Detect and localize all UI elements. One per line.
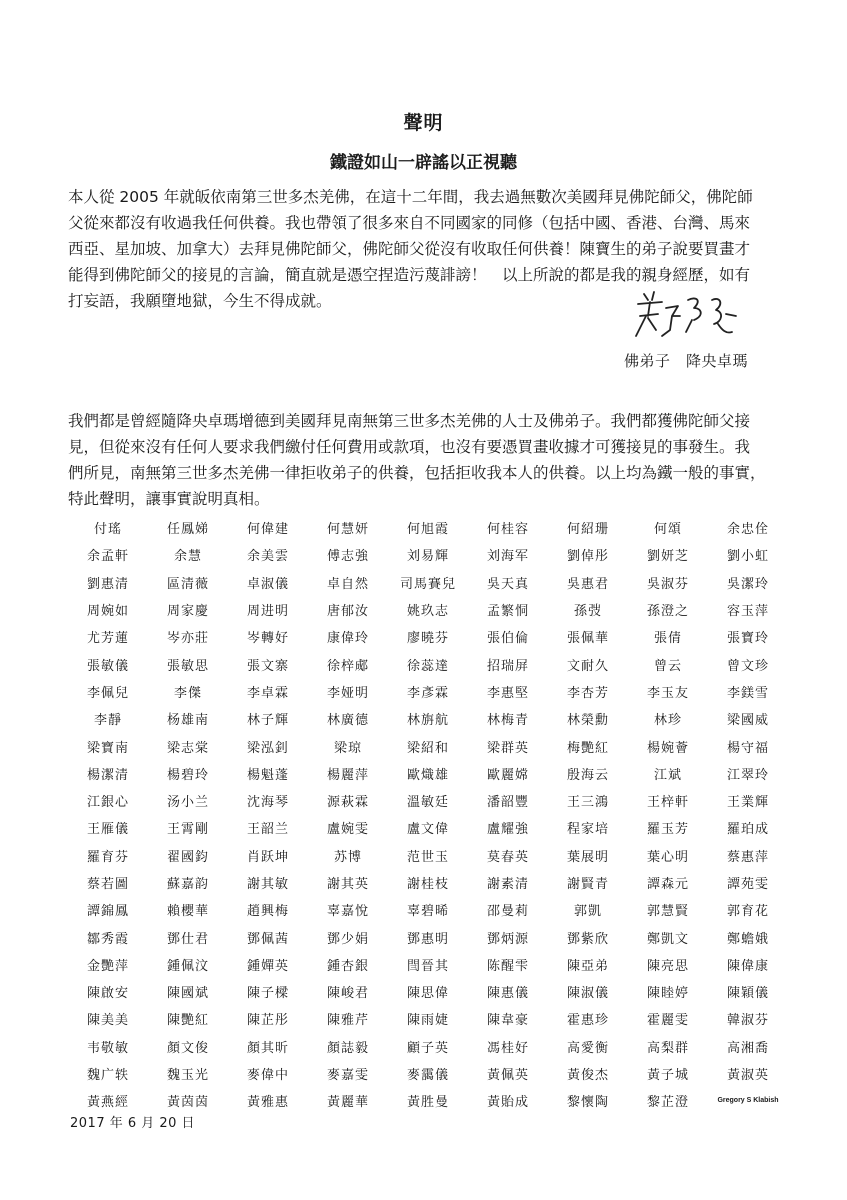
signatory-name: 何旭霞 [406, 522, 449, 538]
signatory-name: 李彥霖 [406, 685, 449, 701]
signatory-name: 黃麗華 [326, 1095, 369, 1111]
signatory-name: 李卓霖 [246, 685, 289, 701]
statement-line: 能得到佛陀師父的接見的言論，簡直就是憑空捏造污蔑誹謗！ 以上所說的都是我的親身經歷，如有 [68, 266, 751, 284]
signatory-name: 鄧惠明 [406, 931, 449, 947]
signatory-name: 顏文俊 [166, 1040, 209, 1056]
signatory-name: 黃茵茵 [166, 1095, 209, 1111]
signatory-name: 陳思偉 [406, 986, 449, 1002]
signatory-name: 任鳳娣 [166, 522, 209, 538]
statement-line: 我們都是曾經隨降央卓瑪增德到美國拜見南無第三世多杰羌佛的人士及佛弟子。我們都獲佛陀師父接 [68, 412, 751, 430]
signatory-name: 付瑤 [93, 522, 122, 538]
signatory-name: 傅志強 [326, 549, 369, 565]
signatory-name: 何偉建 [246, 522, 289, 538]
signatory-name: 張敏儀 [86, 658, 129, 674]
signatory-name: 王梓軒 [646, 795, 689, 811]
signatory-name: 梁寶南 [86, 740, 129, 756]
signatory-name: 容玉萍 [726, 604, 769, 620]
signatory-name: 陳啟安 [86, 986, 129, 1002]
signatory-name: 郭凱 [573, 904, 602, 920]
signatory-name: 陳亞弟 [566, 958, 609, 974]
signatory-name: 陳偉康 [726, 958, 769, 974]
signatory-name: 李鎂雪 [726, 685, 769, 701]
signatory-name: 鄒秀霞 [86, 931, 129, 947]
signatory-name: 廖曉芬 [406, 631, 449, 647]
signatory-name: 張伯倫 [486, 631, 529, 647]
signatory-name: 汤小兰 [166, 795, 209, 811]
signatory-name: 李娅明 [326, 685, 369, 701]
signatory-name: 王韶兰 [246, 822, 289, 838]
signatory-name: 韦敬敏 [86, 1040, 129, 1056]
signatory-name: 謝其敏 [246, 877, 289, 892]
signatory-name: 陳艷紅 [166, 1013, 209, 1029]
signatory-name: 楊守福 [726, 740, 769, 756]
statement-date: 2017 年 6 月 20 日 [70, 1116, 196, 1131]
statement-line: 父從來都沒有收過我任何供養。我也帶領了很多來自不同國家的同修（包括中國、香港、台灣、馬來 [68, 214, 751, 232]
signatory-name: 歐麗嫦 [486, 767, 529, 783]
signatory-name: 謝素清 [486, 877, 529, 892]
signatory-name: 魏广轶 [86, 1068, 129, 1084]
signatory-name: 李佩兒 [86, 685, 129, 701]
signatory-name: 辜嘉悅 [326, 904, 369, 920]
signatory-name: 鄧佩茜 [246, 931, 289, 947]
signatory-name: 王霄剛 [166, 822, 209, 838]
signatory-name: 林榮勳 [566, 713, 609, 729]
signatory-name: 黃貽成 [486, 1095, 529, 1111]
signatory-name: 康偉玲 [326, 631, 369, 647]
signatory-name: 李靜 [93, 713, 122, 729]
statement-line: 特此聲明，讓事實說明真相。 [68, 490, 270, 508]
signatory-name: 楊潔清 [86, 767, 129, 783]
signatory-name: 李杏芳 [566, 685, 609, 701]
statement-line: 們所見，南無第三世多杰羌佛一律拒收弟子的供養，包括拒收我本人的供養。以上均為鐵一般的事實， [68, 464, 766, 482]
signatory-name: 蔡若圖 [86, 877, 129, 892]
signatory-name: 楊碧玲 [166, 767, 209, 783]
signatory-name: 林子輝 [246, 713, 289, 729]
signatory-name: 霍惠珍 [566, 1013, 609, 1029]
signatory-name: 黃子城 [646, 1068, 689, 1084]
signatory-name: 岑轉好 [246, 631, 289, 647]
signatory-name: 梁紹和 [406, 740, 449, 756]
signatory-name: 余慧 [173, 549, 202, 565]
signatory-name: 賴櫻華 [166, 904, 209, 920]
signatory-name: 陳國斌 [166, 986, 209, 1002]
signatory-name: 黃俊杰 [566, 1068, 609, 1084]
signatory-name: 劉倬彤 [566, 549, 609, 565]
signatory-name: 唐郁汝 [326, 604, 369, 620]
signatory-name: 高湘喬 [726, 1040, 769, 1056]
signatory-name: 苏博 [333, 849, 362, 865]
signatory-name: 楊魁蓬 [246, 767, 289, 783]
signatory-name: 范世玉 [406, 849, 449, 865]
signatory-name: 麥靄儀 [406, 1068, 449, 1084]
signatory-name: 余美雲 [246, 549, 289, 565]
signatory-name: 鄧紫欣 [566, 931, 609, 947]
signatory-names-grid [68, 514, 788, 1115]
signatory-name: 卓自然 [326, 576, 369, 592]
signatory-name: 梅艷紅 [566, 740, 609, 756]
signatory-name: 余忠佺 [726, 522, 769, 538]
signatory-name: 李惠堅 [486, 685, 529, 701]
signatory-name: 趙興梅 [246, 904, 289, 920]
signatory-name: 陳睦婷 [646, 986, 689, 1002]
signatory-name: 肖跃坤 [246, 849, 289, 865]
statement-line: 西亞、星加坡、加拿大）去拜見佛陀師父，佛陀師父從沒有收取任何供養！陳寶生的弟子說要買畫才 [68, 240, 751, 258]
signatory-name: 羅玉芳 [646, 822, 689, 838]
signatory-name: 曾云 [653, 658, 682, 674]
signatory-name: 王三鴻 [566, 795, 609, 811]
signatory-name: 鄭凱文 [646, 931, 689, 947]
signatory-name: 張寶玲 [726, 631, 769, 647]
signatory-name: 區清薇 [166, 576, 209, 592]
signatory-name: 謝賢青 [566, 877, 609, 892]
signatory-name: 李玉友 [646, 685, 689, 701]
signatory-name: 葉心明 [646, 849, 689, 865]
signatory-name: 劉妍芝 [646, 549, 689, 565]
signatory-name: 譚錦鳳 [86, 904, 129, 920]
signatory-name: 蔡惠萍 [726, 849, 769, 865]
signatory-name: 刘易輝 [406, 549, 449, 565]
signatory-name: 譚苑雯 [726, 877, 769, 892]
signatory-name: 梁國威 [726, 713, 769, 729]
signatory-name: 何頌 [653, 522, 682, 538]
signatory-name: 孫弢 [573, 604, 602, 620]
signatory-name: 孫澄之 [646, 604, 689, 620]
signatory-name: 潘韶豐 [486, 795, 529, 811]
signatory-name: 劉小虹 [726, 549, 769, 565]
signatory-name: 徐蕊達 [406, 658, 449, 674]
signatory-name: 黎芷澄 [646, 1095, 689, 1111]
signatory-name: 陳雅芹 [326, 1013, 369, 1029]
signatory-name: 吳天真 [486, 576, 529, 592]
signatory-name: 梁琼 [333, 740, 362, 756]
signatory-name: 徐梓郕 [326, 658, 369, 674]
signatory-name: Gregory S Klabish [717, 1097, 779, 1105]
signatory-name: 馮桂好 [486, 1040, 529, 1056]
signatory-name: 高梨群 [646, 1040, 689, 1056]
signatory-name: 韓淑芬 [726, 1013, 769, 1029]
signatory-name: 顏誌毅 [326, 1040, 369, 1056]
signatory-name: 招瑞屏 [486, 658, 529, 674]
signatory-name: 楊婉薈 [646, 740, 689, 756]
signatory-name: 梁志棠 [166, 740, 209, 756]
signatory-name: 張佩華 [566, 631, 609, 647]
signatory-name: 江銀心 [86, 795, 129, 811]
signatory-name: 黃雅惠 [246, 1095, 289, 1111]
signatory-name: 吳淑芬 [646, 576, 689, 592]
signatory-name: 鄭蟾娥 [726, 931, 769, 947]
signatory-name: 鄧仕君 [166, 931, 209, 947]
signatory-name: 莫春英 [486, 849, 529, 865]
signatory-name: 陳韋豪 [486, 1013, 529, 1029]
signatory-name: 鍾佩汶 [166, 958, 209, 974]
statement-line: 本人從 2005 年就皈依南第三世多杰羌佛，在這十二年間，我去過無數次美國拜見佛陀師父，佛陀師 [68, 188, 753, 206]
signatory-name: 梁群英 [486, 740, 529, 756]
signatory-name: 林梅青 [486, 713, 529, 729]
signatory-name: 張文寨 [246, 658, 289, 674]
signatory-name: 杨雄南 [166, 713, 209, 729]
signatory-name: 陳惠儀 [486, 986, 529, 1002]
signatory-name: 羅育芬 [86, 849, 129, 865]
signatory-name: 麥偉中 [246, 1068, 289, 1084]
signatory-name: 鄧炳源 [486, 931, 529, 947]
signatory-name: 周家慶 [166, 604, 209, 620]
signatory-name: 顧子英 [406, 1040, 449, 1056]
signatory-name: 司馬賽兒 [399, 576, 456, 592]
signatory-name: 魏玉光 [166, 1068, 209, 1084]
page-subtitle: 鐵證如山一辟謠以正視聽 [330, 153, 517, 173]
signatory-name: 蘇嘉韵 [166, 877, 209, 892]
signatory-name: 陳淑儀 [566, 986, 609, 1002]
signatory-name: 張敏思 [166, 658, 209, 674]
signatory-name: 陈醒雫 [486, 958, 529, 974]
signatory-name: 吳惠君 [566, 576, 609, 592]
signatory-name: 盧耀強 [486, 822, 529, 838]
signatory-name: 麥嘉雯 [326, 1068, 369, 1084]
signatory-name: 鍾嬋英 [246, 958, 289, 974]
signatory-name: 辜碧晞 [406, 904, 449, 920]
signatory-name: 葉展明 [566, 849, 609, 865]
signatory-name: 文耐久 [566, 658, 609, 674]
signatory-name: 劉惠清 [86, 576, 129, 592]
statement-line: 見，但從來沒有任何人要求我們繳付任何費用或款項，也沒有要憑買畫收據才可獲接見的事發生。我 [68, 438, 751, 456]
statement-line: 打妄語，我願墮地獄，今生不得成就。 [68, 292, 332, 310]
signatory-name: 岑亦莊 [166, 631, 209, 647]
signatory-name: 金艷萍 [86, 958, 129, 974]
signatory-name: 閆晉其 [406, 958, 449, 974]
signatory-name: 梁泓釗 [246, 740, 289, 756]
signatory-name: 黃燕經 [86, 1095, 129, 1111]
signatory-name: 郭育花 [726, 904, 769, 920]
signatory-name: 王業輝 [726, 795, 769, 811]
signatory-name: 周进明 [246, 604, 289, 620]
signatory-name: 黃胜曼 [406, 1095, 449, 1111]
signatory-name: 刘海军 [486, 549, 529, 565]
signatory-name: 鄧少娟 [326, 931, 369, 947]
signatory-name: 歐熾雄 [406, 767, 449, 783]
signatory-name: 卓淑儀 [246, 576, 289, 592]
signatory-name: 孟繁恫 [486, 604, 529, 620]
signatory-name: 江斌 [653, 767, 682, 783]
group-statement [68, 408, 780, 512]
signatory-name: 黃淑英 [726, 1068, 769, 1084]
signatory-name: 余孟軒 [86, 549, 129, 565]
signatory-name: 林廣德 [326, 713, 369, 729]
signatory-name: 陳雨婕 [406, 1013, 449, 1029]
signatory-name: 姚玖志 [406, 604, 449, 620]
signatory-name: 周婉如 [86, 604, 129, 620]
signatory-name: 吳潔玲 [726, 576, 769, 592]
signatory-name: 程家培 [566, 822, 609, 838]
signatory-name: 張倩 [653, 631, 682, 647]
signatory-name: 羅珀成 [726, 822, 769, 838]
signatory-name: 溫敏廷 [406, 795, 449, 811]
signatory-name: 李傑 [173, 685, 202, 701]
signatory-name: 何桂容 [486, 522, 529, 538]
signatory-name: 郭慧賢 [646, 904, 689, 920]
signatory-name: 鍾杏銀 [326, 958, 369, 974]
signatory-name: 邵曼莉 [486, 904, 529, 920]
signatory-name: 源萩霖 [326, 795, 369, 811]
signatory-name: 尤芳蓮 [86, 631, 129, 647]
signatory-name: 盧文偉 [406, 822, 449, 838]
signatory-name: 林珍 [653, 713, 682, 729]
signatory-name: 黎懷陶 [566, 1095, 609, 1111]
signatory-name: 陳子樑 [246, 986, 289, 1002]
signatory-name: 王雁儀 [86, 822, 129, 838]
signatory-name: 陳峻君 [326, 986, 369, 1002]
signer-name: 佛弟子 降央卓瑪 [624, 352, 749, 370]
signatory-name: 陳芷彤 [246, 1013, 289, 1029]
signatory-name: 殷海云 [566, 767, 609, 783]
signatory-name: 陳穎儀 [726, 986, 769, 1002]
page-title: 聲明 [403, 112, 444, 134]
handwritten-signature [622, 286, 762, 350]
signatory-name: 林旃航 [406, 713, 449, 729]
signatory-name: 楊麗萍 [326, 767, 369, 783]
signatory-name: 黃佩英 [486, 1068, 529, 1084]
signatory-name: 霍麗雯 [646, 1013, 689, 1029]
signatory-name: 陳美美 [86, 1013, 129, 1029]
signatory-name: 翟國鈞 [166, 849, 209, 865]
signatory-name: 何紹珊 [566, 522, 609, 538]
signatory-name: 顏其昕 [246, 1040, 289, 1056]
signatory-name: 謝桂枝 [406, 877, 449, 892]
signatory-name: 江翠玲 [726, 767, 769, 783]
signatory-name: 何慧妍 [326, 522, 369, 538]
signatory-name: 陳亮思 [646, 958, 689, 974]
signatory-name: 沈海琴 [246, 795, 289, 811]
signatory-name: 譚森元 [646, 877, 689, 892]
signatory-name: 高愛衡 [566, 1040, 609, 1056]
signatory-name: 曾文珍 [726, 658, 769, 674]
signatory-name: 謝其英 [326, 877, 369, 892]
signatory-name: 盧婉雯 [326, 822, 369, 838]
